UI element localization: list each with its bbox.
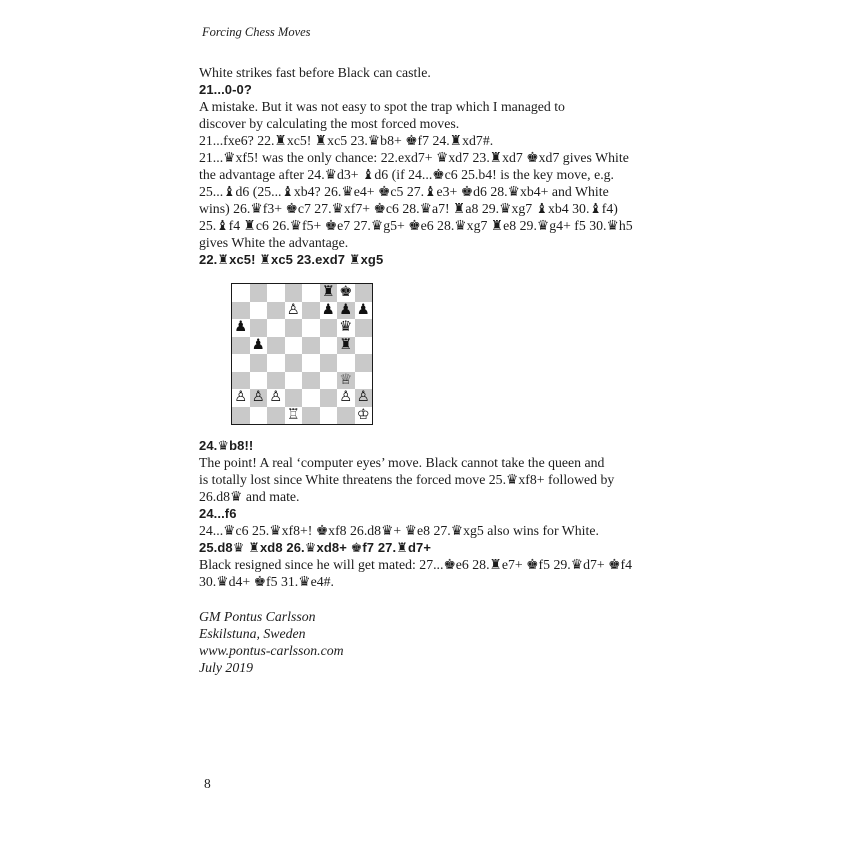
board-square — [302, 389, 320, 407]
board-square — [285, 407, 303, 425]
text-line: is totally lost since White threatens the forced move 25.♛xf8+ followed by — [199, 472, 615, 487]
board-square — [320, 354, 338, 372]
board-square — [232, 302, 250, 320]
author-date: July 2019 — [199, 660, 254, 675]
board-square — [355, 389, 373, 407]
board-square — [302, 407, 320, 425]
board-square — [285, 372, 303, 390]
board-square — [285, 319, 303, 337]
board-square — [302, 284, 320, 302]
text-line: 24...♛c6 25.♛xf8+! ♚xf8 26.d8♛+ ♛e8 27.♛xg5 also wins for White. — [199, 523, 599, 538]
board-square — [355, 407, 373, 425]
board-square — [302, 354, 320, 372]
text-line: 26.d8♛ and mate. — [199, 489, 300, 504]
board-square — [250, 354, 268, 372]
board-square — [267, 284, 285, 302]
black-king-icon: ♚ — [339, 284, 353, 300]
board-square — [302, 337, 320, 355]
board-square — [232, 284, 250, 302]
board-square — [285, 389, 303, 407]
board-square — [337, 407, 355, 425]
black-rook-icon: ♜ — [339, 336, 353, 353]
board-square — [320, 319, 338, 337]
board-square — [250, 407, 268, 425]
text-line: The point! A real ‘computer eyes’ move. Black cannot take the queen and — [199, 455, 605, 470]
board-square — [302, 302, 320, 320]
white-pawn-icon: ♙ — [286, 301, 300, 318]
board-square — [355, 319, 373, 337]
board-square — [320, 372, 338, 390]
board-square — [250, 389, 268, 407]
black-rook-icon: ♜ — [321, 284, 335, 300]
board-square — [285, 354, 303, 372]
white-pawn-icon: ♙ — [251, 389, 265, 405]
black-pawn-icon: ♟ — [251, 336, 265, 353]
board-square — [250, 284, 268, 302]
text-line: gives White the advantage. — [199, 235, 349, 250]
board-square — [250, 337, 268, 355]
board-square — [337, 337, 355, 355]
move-line: 22.♜xc5! ♜xc5 23.exd7 ♜xg5 — [199, 252, 384, 267]
board-square — [285, 284, 303, 302]
board-square — [337, 389, 355, 407]
board-square — [320, 407, 338, 425]
board-square — [267, 319, 285, 337]
text-line: Black resigned since he will get mated: 27...♚e6 28.♜e7+ ♚f5 29.♛d7+ ♚f4 — [199, 557, 632, 572]
author-block — [199, 608, 344, 676]
author-location: Eskilstuna, Sweden — [199, 626, 306, 641]
running-header: Forcing Chess Moves — [202, 25, 311, 39]
board-square — [337, 354, 355, 372]
text-line: wins) 26.♛f3+ ♚c7 27.♛xf7+ ♚c6 28.♛a7! ♜a8 29.♛xg7 ♝xb4 30.♝f4) — [199, 201, 618, 216]
author-website: www.pontus-carlsson.com — [199, 643, 344, 658]
white-queen-icon: ♕ — [339, 371, 353, 388]
board-square — [267, 337, 285, 355]
black-queen-icon: ♛ — [339, 319, 353, 335]
move-text-block-2 — [199, 437, 673, 590]
board-square — [267, 389, 285, 407]
board-square — [232, 389, 250, 407]
black-pawn-icon: ♟ — [339, 301, 353, 318]
board-square — [337, 302, 355, 320]
text-line: 21...♛xf5! was the only chance: 22.exd7+ ♛xd7 23.♜xd7 ♚xd7 gives White — [199, 150, 629, 165]
black-pawn-icon: ♟ — [321, 301, 335, 318]
board-square — [355, 337, 373, 355]
board-square — [267, 372, 285, 390]
board-square — [337, 284, 355, 302]
move-line: 24.♛b8!! — [199, 438, 254, 453]
move-line: 21...0-0? — [199, 82, 252, 97]
text-line: the advantage after 24.♛d3+ ♝d6 (if 24...♚c6 25.b4! is the key move, e.g. — [199, 167, 614, 182]
text-line: White strikes fast before Black can castle. — [199, 65, 431, 80]
page-number: 8 — [204, 776, 211, 791]
board-square — [267, 302, 285, 320]
chess-board — [232, 284, 372, 424]
board-square — [355, 372, 373, 390]
move-text-block-1 — [199, 64, 673, 268]
white-pawn-icon: ♙ — [356, 389, 370, 405]
board-square — [232, 354, 250, 372]
white-pawn-icon: ♙ — [234, 389, 248, 405]
board-square — [250, 302, 268, 320]
board-square — [232, 337, 250, 355]
board-square — [302, 372, 320, 390]
author-name: GM Pontus Carlsson — [199, 609, 316, 624]
text-line: 25...♝d6 (25...♝xb4? 26.♛e4+ ♚c5 27.♝e3+ ♚d6 28.♛xb4+ and White — [199, 184, 609, 199]
board-square — [267, 354, 285, 372]
text-line: discover by calculating the most forced moves. — [199, 116, 460, 131]
text-line: 21...fxe6? 22.♜xc5! ♜xc5 23.♛b8+ ♚f7 24.♜xd7#. — [199, 133, 494, 148]
text-line: A mistake. But it was not easy to spot the trap which I managed to — [199, 99, 565, 114]
board-square — [320, 389, 338, 407]
board-square — [355, 354, 373, 372]
move-line: 24...f6 — [199, 506, 237, 521]
text-line: 30.♛d4+ ♚f5 31.♛e4#. — [199, 574, 334, 589]
board-square — [232, 407, 250, 425]
white-king-icon: ♔ — [356, 406, 370, 423]
board-square — [302, 319, 320, 337]
board-square — [267, 407, 285, 425]
board-square — [320, 337, 338, 355]
board-square — [355, 302, 373, 320]
board-square — [337, 319, 355, 337]
board-square — [355, 284, 373, 302]
text-line: 25.♝f4 ♜c6 26.♛f5+ ♚e7 27.♛g5+ ♚e6 28.♛xg7 ♜e8 29.♛g4+ f5 30.♛h5 — [199, 218, 633, 233]
board-square — [320, 302, 338, 320]
board-square — [337, 372, 355, 390]
board-square — [320, 284, 338, 302]
white-rook-icon: ♖ — [286, 406, 300, 423]
white-pawn-icon: ♙ — [339, 389, 353, 405]
board-square — [250, 372, 268, 390]
black-pawn-icon: ♟ — [356, 301, 370, 318]
move-line: 25.d8♛ ♜xd8 26.♛xd8+ ♚f7 27.♜d7+ — [199, 540, 432, 555]
white-pawn-icon: ♙ — [269, 389, 283, 405]
board-square — [232, 372, 250, 390]
board-square — [232, 319, 250, 337]
board-square — [285, 337, 303, 355]
black-pawn-icon: ♟ — [234, 319, 248, 335]
board-square — [285, 302, 303, 320]
board-square — [250, 319, 268, 337]
chess-diagram — [231, 283, 373, 425]
